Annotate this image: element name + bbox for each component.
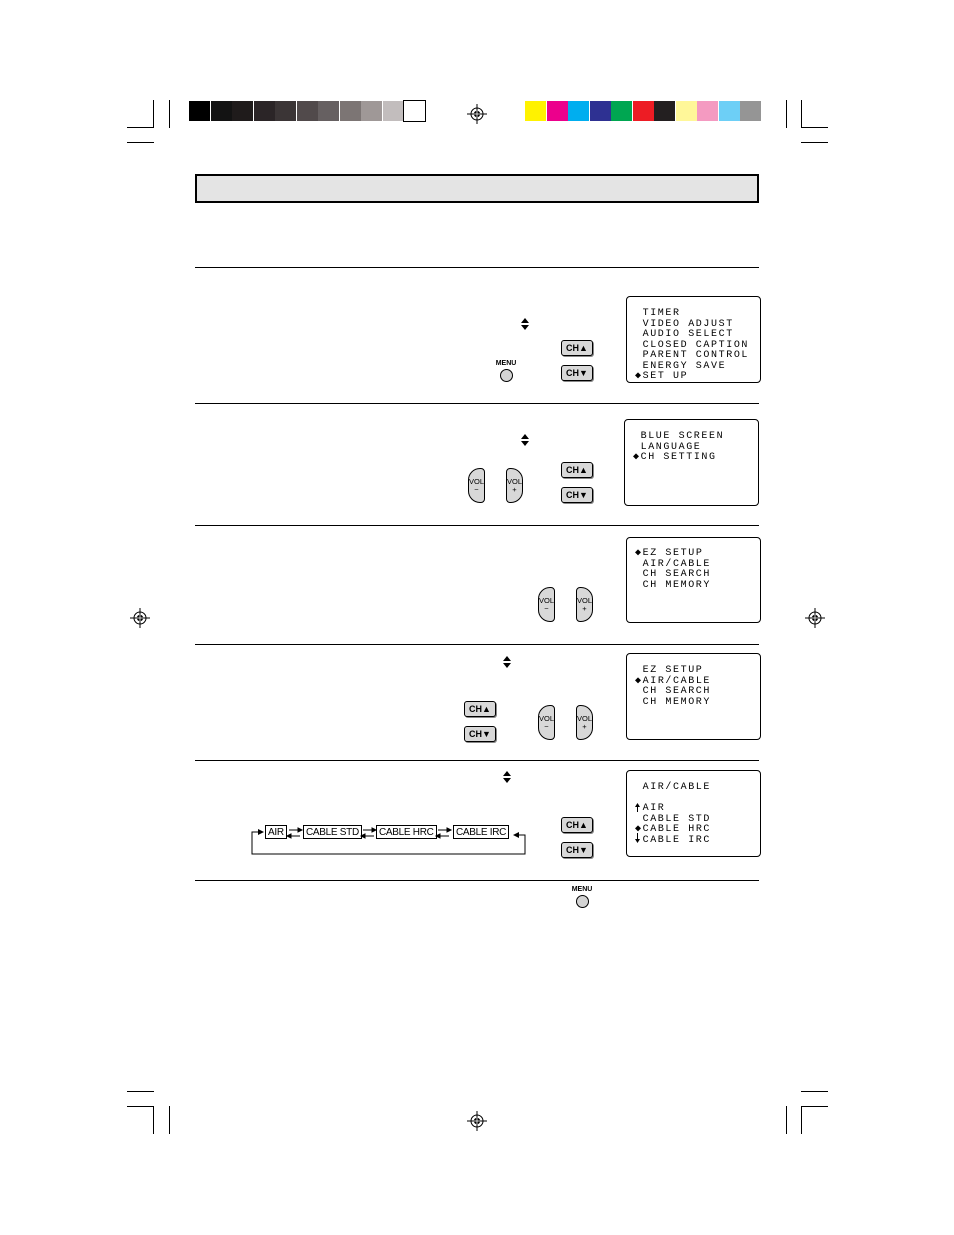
up-down-arrow-icon [503, 656, 511, 668]
menu-line: VIDEO ADJUST [635, 318, 734, 330]
menu-line-selected: ◆EZ SETUP [635, 548, 704, 559]
step-divider [195, 403, 759, 404]
vol-label: VOL [577, 714, 593, 723]
crop-mark [801, 1106, 828, 1107]
gray-swatch [254, 101, 275, 121]
step-divider [195, 644, 759, 645]
menu-line: CH SEARCH [635, 569, 712, 580]
gray-swatch [404, 101, 425, 121]
gray-swatch [275, 101, 296, 121]
section-title-bar [195, 174, 759, 203]
color-swatch [719, 101, 740, 121]
channel-up-button[interactable]: CH▲ [464, 701, 496, 717]
registration-mark-icon [467, 1111, 487, 1131]
menu-line: CH MEMORY [635, 696, 712, 708]
menu-line: BLUE SCREEN [633, 431, 725, 442]
color-swatch [590, 101, 611, 121]
flow-box-air: AIR [265, 825, 287, 839]
gray-swatch [383, 101, 404, 121]
channel-up-button[interactable]: CH▲ [561, 462, 593, 478]
volume-down-button[interactable] [538, 705, 555, 740]
crop-mark [127, 142, 154, 143]
menu-line: CABLE STD [635, 813, 712, 825]
gray-swatch [297, 101, 318, 121]
color-swatch [633, 101, 654, 121]
crop-mark [169, 1106, 170, 1134]
gray-swatch [340, 101, 361, 121]
menu-line: EZ SETUP [635, 665, 704, 676]
menu-line-selected: ◆SET UP [635, 371, 689, 382]
menu-line-selected: ◆CABLE HRC [635, 824, 712, 835]
crop-mark [801, 1106, 802, 1134]
vol-minus-sign: − [544, 604, 549, 613]
tv-screen-setup-menu [624, 419, 759, 506]
menu-button-label: MENU [571, 886, 593, 893]
step-divider [195, 880, 759, 881]
menu-line: PARENT CONTROL [635, 350, 750, 361]
crop-mark [786, 100, 787, 128]
gray-swatch [189, 101, 210, 121]
crop-mark [153, 1106, 154, 1134]
color-swatch [697, 101, 718, 121]
color-swatch [740, 101, 761, 121]
up-down-arrow-icon [521, 434, 529, 446]
vol-plus-sign: + [512, 485, 517, 494]
menu-line-selected: ◆CH SETTING [633, 452, 717, 463]
vol-minus-sign: − [474, 485, 479, 494]
menu-line-selected: ◆AIR/CABLE [635, 675, 712, 687]
gray-swatch [361, 101, 382, 121]
step-divider [195, 267, 759, 268]
vol-label: VOL [469, 477, 485, 486]
crop-mark [801, 142, 828, 143]
volume-up-button[interactable] [506, 468, 523, 503]
vol-label: VOL [507, 477, 523, 486]
menu-line: AIR/CABLE [635, 558, 712, 570]
color-swatch [525, 101, 546, 121]
tv-screen-ch-setting-air-cable [626, 653, 761, 740]
volume-up-button[interactable] [576, 705, 593, 740]
flow-box-cable-std: CABLE STD [303, 825, 362, 839]
color-swatch [547, 101, 568, 121]
channel-down-button[interactable]: CH▼ [561, 487, 593, 503]
gray-swatch [318, 101, 339, 121]
step-divider [195, 525, 759, 526]
gray-swatch [232, 101, 253, 121]
vol-label: VOL [539, 596, 555, 605]
crop-mark [127, 127, 154, 128]
vol-plus-sign: + [582, 604, 587, 613]
channel-down-button[interactable]: CH▼ [561, 842, 593, 858]
crop-mark [153, 100, 154, 128]
menu-button[interactable] [491, 359, 521, 382]
color-swatch [568, 101, 589, 121]
crop-mark [801, 1091, 828, 1092]
menu-line: ENERGY SAVE [635, 360, 727, 372]
volume-down-button[interactable] [468, 468, 485, 503]
tv-screen-air-cable-select [626, 770, 761, 857]
channel-up-button[interactable]: CH▲ [561, 817, 593, 833]
tv-screen-ch-setting-menu [626, 537, 761, 623]
flow-box-cable-hrc: CABLE HRC [376, 825, 437, 839]
vol-minus-sign: − [544, 722, 549, 731]
volume-up-button[interactable] [576, 587, 593, 622]
menu-button-circle [576, 895, 589, 908]
channel-down-button[interactable]: CH▼ [561, 365, 593, 381]
color-swatch [676, 101, 697, 121]
up-down-arrow-icon [503, 771, 511, 783]
screen-title: AIR/CABLE [635, 782, 712, 793]
menu-line: AUDIO SELECT [635, 329, 734, 340]
crop-mark [801, 100, 802, 128]
color-swatch [654, 101, 675, 121]
vol-label: VOL [577, 596, 593, 605]
vol-plus-sign: + [582, 722, 587, 731]
crop-mark [801, 127, 828, 128]
menu-button-circle [500, 369, 513, 382]
registration-mark-icon [805, 608, 825, 628]
menu-line: CLOSED CAPTION [635, 339, 750, 351]
up-down-arrow-icon [521, 318, 529, 330]
crop-mark [169, 100, 170, 128]
registration-mark-icon [130, 608, 150, 628]
flow-box-cable-irc: CABLE IRC [453, 825, 509, 839]
crop-mark [786, 1106, 787, 1134]
color-swatch [611, 101, 632, 121]
menu-line: CH SEARCH [635, 686, 712, 697]
menu-line: CABLE IRC [635, 834, 712, 846]
menu-line: AIR [635, 803, 666, 814]
menu-line: TIMER [635, 308, 681, 319]
volume-down-button[interactable] [538, 587, 555, 622]
crop-mark [127, 1091, 154, 1092]
crop-mark [127, 1106, 154, 1107]
channel-down-button[interactable]: CH▼ [464, 726, 496, 742]
menu-button[interactable] [567, 885, 597, 908]
gray-swatch [211, 101, 232, 121]
intro-text [195, 222, 759, 242]
tv-screen-main-menu [626, 296, 761, 383]
registration-mark-icon [467, 104, 487, 124]
menu-line: LANGUAGE [633, 441, 702, 453]
menu-line: CH MEMORY [635, 579, 712, 591]
channel-up-button[interactable]: CH▲ [561, 340, 593, 356]
vol-label: VOL [539, 714, 555, 723]
menu-button-label: MENU [495, 360, 517, 367]
step-divider [195, 760, 759, 761]
